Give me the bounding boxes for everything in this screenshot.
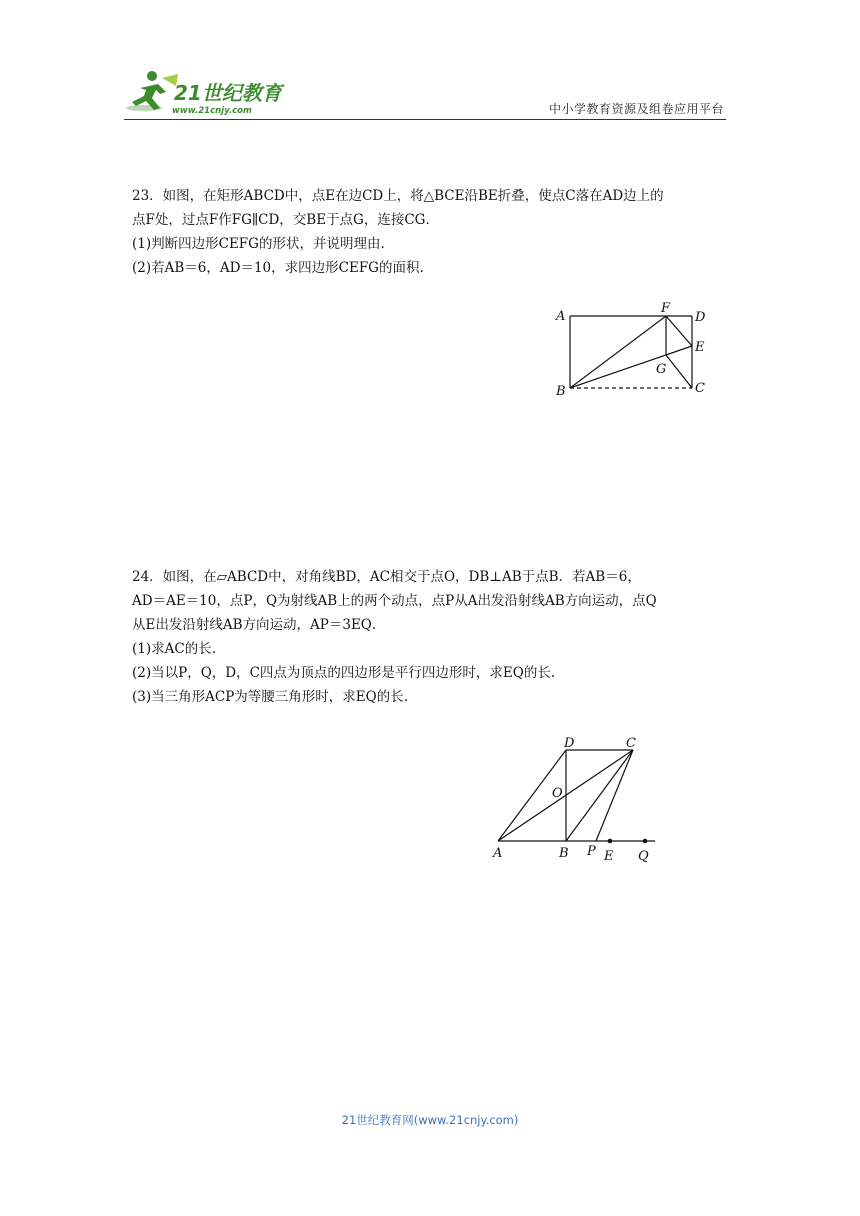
fig24-label-A: A xyxy=(493,846,503,861)
question-24-part-2: (2)当以P，Q，D，C四点为顶点的四边形是平行四边形时，求EQ的长. xyxy=(132,665,556,681)
fig24-label-D: D xyxy=(564,736,575,751)
logo-url-text: www.21cnjy.com xyxy=(172,106,252,116)
question-23-part-1: (1)判断四边形CEFG的形状，并说明理由. xyxy=(132,236,385,252)
header-tagline: 中小学教育资源及组卷应用平台 xyxy=(548,102,724,116)
question-24-line-3: 从E出发沿射线AB方向运动，AP＝3EQ． xyxy=(132,617,386,633)
question-24 xyxy=(132,565,732,709)
question-23-part-2: (2)若AB＝6，AD＝10，求四边形CEFG的面积. xyxy=(132,260,424,276)
question-24-line-1: 24．如图，在▱ABCD中，对角线BD，AC相交于点O，DB⊥AB于点B．若AB＝6， xyxy=(132,569,641,585)
fig24-label-Q: Q xyxy=(638,849,649,864)
fig24-label-E: E xyxy=(604,849,614,864)
footer-site-link[interactable]: 21世纪教育网(www.21cnjy.com) xyxy=(341,1113,519,1127)
fig23-label-A: A xyxy=(556,309,566,324)
question-24-part-3: (3)当三角形ACP为等腰三角形时，求EQ的长. xyxy=(132,689,408,705)
fig23-label-F: F xyxy=(661,301,671,316)
logo-text: 21世纪教育 xyxy=(174,81,282,105)
header-divider xyxy=(124,119,726,120)
fig23-label-D: D xyxy=(695,310,706,325)
rectangle-fold-diagram xyxy=(550,300,720,400)
fig24-label-C: C xyxy=(626,736,636,751)
fig24-label-O: O xyxy=(552,786,563,801)
fig23-label-G: G xyxy=(656,362,667,377)
question-23-figure xyxy=(550,300,720,400)
fig23-label-E: E xyxy=(695,340,705,355)
site-logo xyxy=(122,68,292,120)
fig23-label-C: C xyxy=(695,381,705,396)
parallelogram-diagram xyxy=(488,730,668,866)
question-24-line-2: AD＝AE＝10，点P，Q为射线AB上的两个动点，点P从A出发沿射线AB方向运动，点Q xyxy=(132,593,657,609)
question-23-line-1: 23．如图，在矩形ABCD中，点E在边CD上，将△BCE沿BE折叠，使点C落在AD边上的 xyxy=(132,188,664,204)
fig24-label-B: B xyxy=(559,846,569,861)
question-23 xyxy=(132,184,732,280)
question-23-line-2: 点F处，过点F作FG∥CD，交BE于点G，连接CG． xyxy=(132,212,439,228)
question-24-part-1: (1)求AC的长. xyxy=(132,641,216,657)
logo-graphic xyxy=(122,68,292,120)
fig24-label-P: P xyxy=(587,844,596,859)
question-24-figure xyxy=(488,730,668,866)
fig23-label-B: B xyxy=(556,384,566,399)
